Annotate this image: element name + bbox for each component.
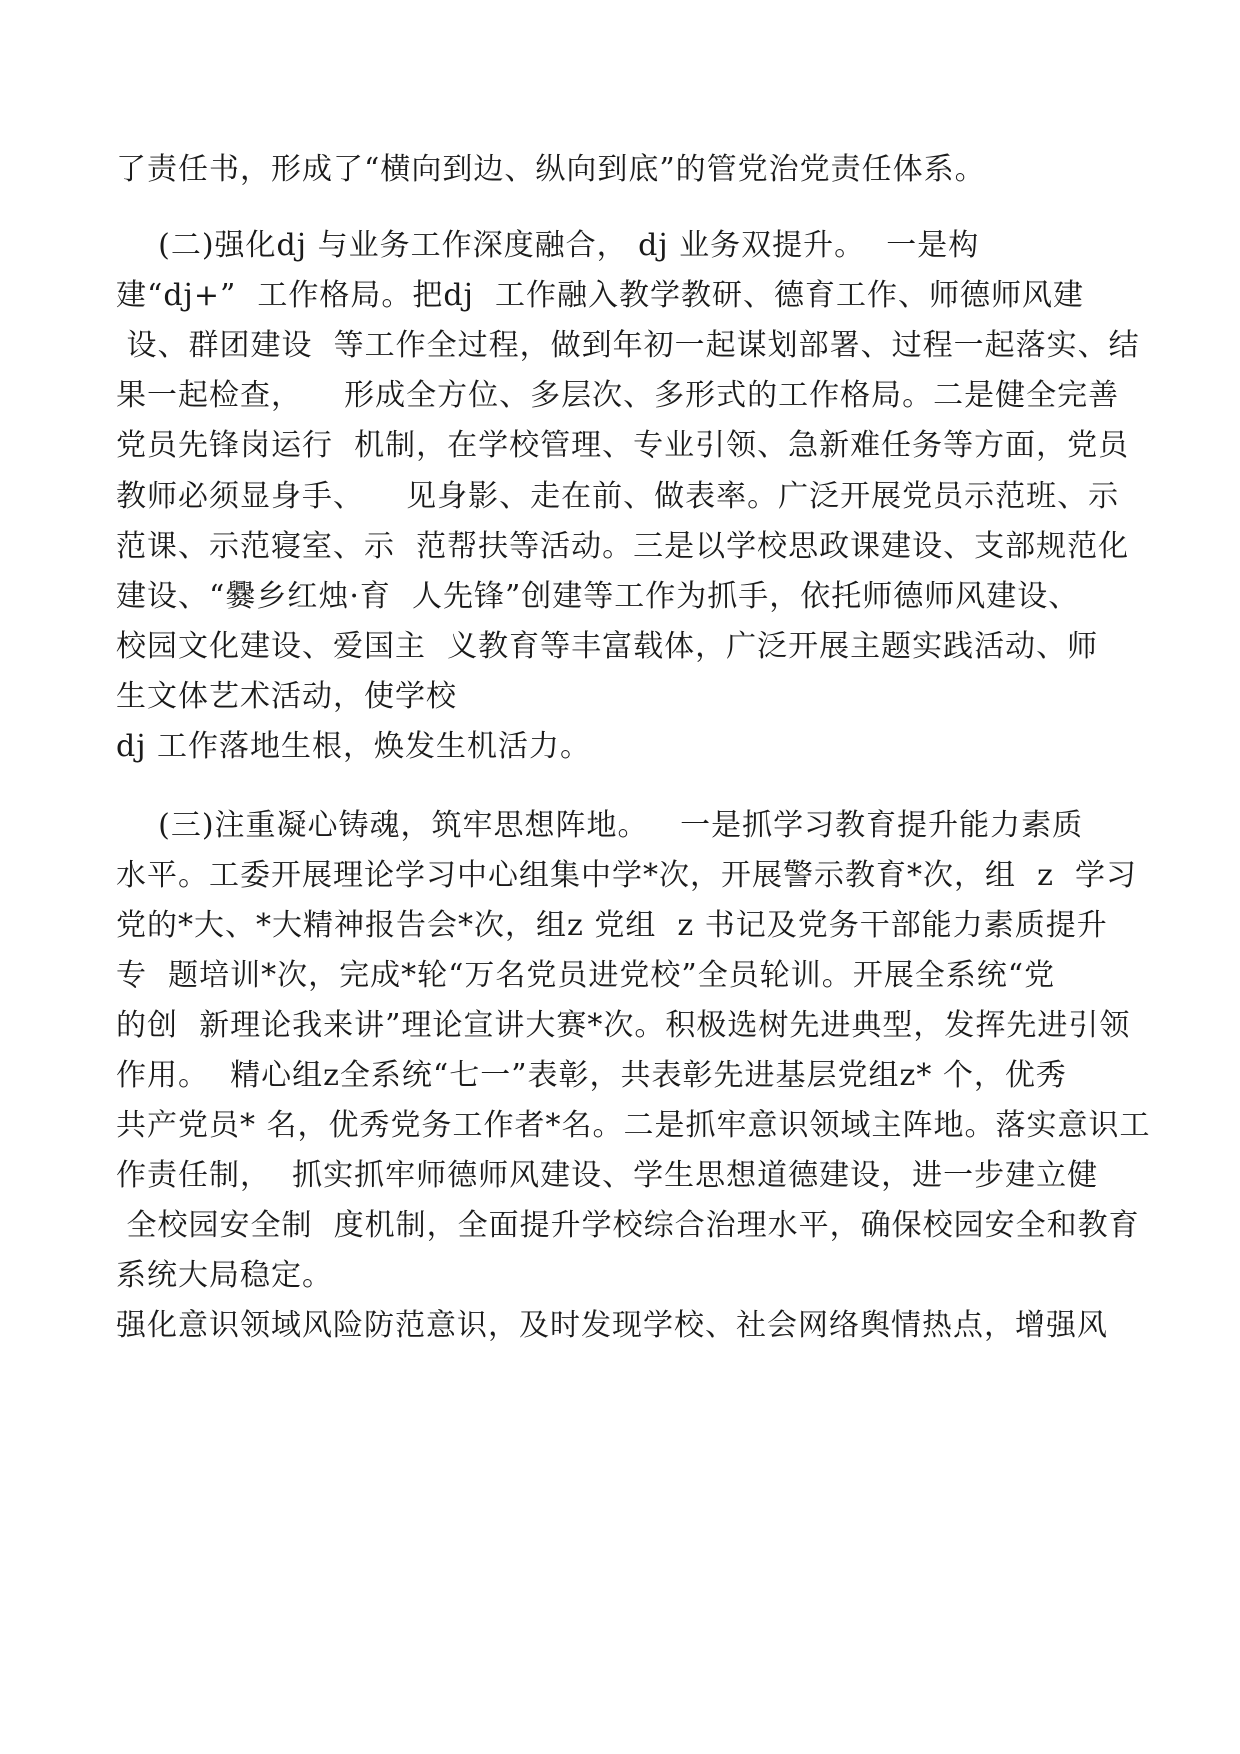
text-line: 全校园安全制 度机制，全面提升学校综合治理水平，确保校园安全和教育 — [116, 1208, 1140, 1243]
text-line: dj 工作落地生根，焕发生机活力。 — [116, 729, 592, 764]
section-heading-2: (二)强化dj 与业务工作深度融合， dj 业务双提升。 一是构 — [116, 228, 980, 263]
text-line: 党员先锋岗运行 机制，在学校管理、专业引领、急新难任务等方面，党员 — [116, 428, 1130, 463]
text-line: 果一起检查， 形成全方位、多层次、多形式的工作格局。二是健全完善 — [116, 378, 1120, 413]
text-line: 水平。工委开展理论学习中心组集中学*次，开展警示教育*次，组 z 学习 — [116, 858, 1137, 893]
text-line: 范课、示范寝室、示 范帮扶等活动。三是以学校思政课建设、支部规范化 — [116, 529, 1130, 564]
text-line: 作用。 精心组z全系统“七一”表彰，共表彰先进基层党组z* 个，优秀 — [116, 1058, 1067, 1093]
text-line: 了责任书，形成了“横向到边、纵向到底”的管党治党责任体系。 — [116, 152, 986, 187]
text-line: 专 题培训*次，完成*轮“万名党员进党校”全员轮训。开展全系统“党 — [116, 958, 1056, 993]
text-line: 党的*大、*大精神报告会*次，组z 党组 z 书记及党务干部能力素质提升 — [116, 908, 1108, 943]
text-line: 生文体艺术活动，使学校 — [116, 679, 457, 714]
text-line: 强化意识领域风险防范意识，及时发现学校、社会网络舆情热点，增强风 — [116, 1308, 1108, 1343]
text-line: 设、群团建设 等工作全过程，做到年初一起谋划部署、过程一起落实、结 — [116, 328, 1140, 363]
text-line: 的创 新理论我来讲”理论宣讲大赛*次。积极选树先进典型，发挥先进引领 — [116, 1008, 1131, 1043]
section-heading-3: (三)注重凝心铸魂，筑牢思想阵地。 一是抓学习教育提升能力素质 — [116, 808, 1084, 843]
text-line: 共产党员* 名，优秀党务工作者*名。二是抓牢意识领域主阵地。落实意识工 — [116, 1108, 1151, 1143]
text-line: 建“dj+” 工作格局。把dj 工作融入教学教研、德育工作、师德师风建 — [116, 278, 1084, 313]
text-line: 作责任制， 抓实抓牢师德师风建设、学生思想道德建设，进一步建立健 — [116, 1158, 1099, 1193]
text-line: 建设、“爨乡红烛·育 人先锋”创建等工作为抓手，依托师德师风建设、 — [116, 579, 1080, 614]
text-line: 校园文化建设、爱国主 义教育等丰富载体，广泛开展主题实践活动、师 — [116, 629, 1099, 664]
text-line: 系统大局稳定。 — [116, 1258, 333, 1293]
text-line: 教师必须显身手、 见身影、走在前、做表率。广泛开展党员示范班、示 — [116, 479, 1120, 514]
